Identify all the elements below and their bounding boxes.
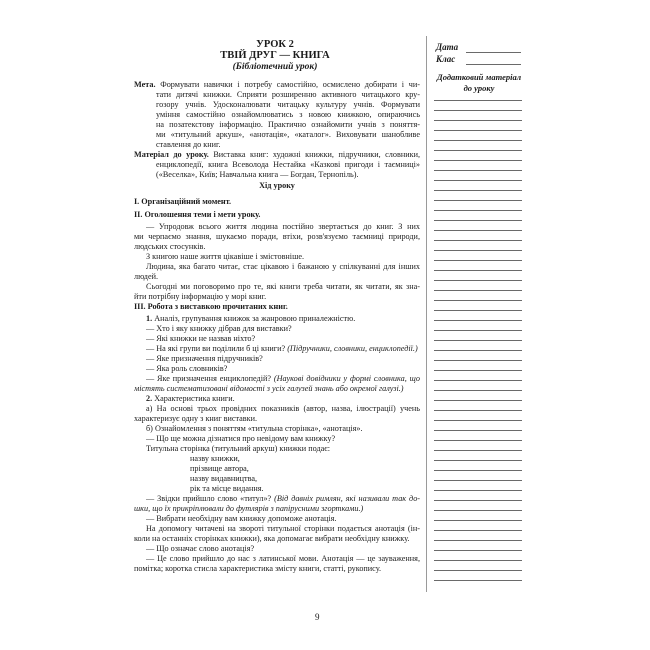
question-6-answer-cont: містять систематизовані відомості з усіх галузей знань або окремої галузі.)	[134, 384, 404, 393]
section-1-heading: І. Організаційний момент.	[134, 197, 232, 206]
note-line	[434, 110, 522, 111]
note-line	[434, 290, 522, 291]
item-1-text: Аналіз, групування книжок за жанровою приналежністю.	[154, 314, 356, 323]
answer-line-2: помітка; коротка стисла характеристика змісту книги, статті, рукопису.	[134, 564, 382, 573]
intro-line-7: Сьогодні ми поговоримо про те, які книги треба читати, як читати, як зна-	[146, 282, 420, 291]
material-line-1	[134, 150, 420, 160]
intro-line-6: людей.	[134, 272, 159, 281]
note-line	[434, 270, 522, 271]
note-line	[434, 370, 522, 371]
note-line	[434, 140, 522, 141]
lesson-course-heading: Хід уроку	[259, 181, 295, 190]
question-6	[146, 374, 420, 384]
title-page-item-4: рік та місце видання.	[190, 484, 264, 493]
extra-material-label: Додатковий матеріал до уроку	[436, 72, 522, 93]
question-8-text: — Звідки прийшло слово «титул»?	[146, 494, 272, 503]
point-a-line-1: а) На основі трьох провідних показників (автор, назва, ілюстрації) учень	[146, 404, 420, 413]
title-page-item-2: прізвище автора,	[190, 464, 249, 473]
date-line	[466, 52, 521, 53]
question-3	[146, 344, 430, 354]
note-line	[434, 520, 522, 521]
note-line	[434, 530, 522, 531]
item-2	[146, 394, 432, 404]
note-line	[434, 400, 522, 401]
material-line-3: («Веселка», Київ; Навчальна книга — Богдан, Тернопіль).	[156, 170, 359, 179]
intro-line-8: йти потрібну інформацію у морі книг.	[134, 292, 267, 301]
title-page-item-1: назву книжки,	[190, 454, 240, 463]
title-page-line: Титульна сторінка (титульний аркуш) книжки подає:	[146, 444, 331, 453]
answer-line-1: — Це слово прийшло до нас з латинської мови. Анотація — це зауваження,	[146, 554, 420, 563]
note-line	[434, 350, 522, 351]
goal-line-2: тати дитячі книжки. Сприяти розширенню активного читацького кру-	[156, 90, 420, 99]
note-line	[434, 330, 522, 331]
note-line	[434, 500, 522, 501]
question-3-answer: (Підручники, словники, енциклопедії.)	[287, 344, 418, 353]
question-6-answer: (Наукові довідники у формі словника, що	[273, 374, 420, 383]
question-2: — Які книжки не назвав ніхто?	[146, 334, 256, 343]
intro-line-5: Людина, яка багато читає, стає цікавою і бажаною у спілкуванні для інших	[146, 262, 420, 271]
question-8-answer: (Від давніх римлян, які називали так до-	[274, 494, 420, 503]
note-line	[434, 240, 522, 241]
note-line	[434, 430, 522, 431]
note-line	[434, 540, 522, 541]
note-line	[434, 210, 522, 211]
annotation-line-2: коли на останніх сторінках книжки), яка допомагає вибрати необхідну книжку.	[134, 534, 410, 543]
note-line	[434, 550, 522, 551]
goal-line-7: ставлення до книг.	[156, 140, 221, 149]
note-line	[434, 130, 522, 131]
choose-book-line: — Вибрати необхідну вам книжку допоможе анотація.	[146, 514, 337, 523]
note-line	[434, 120, 522, 121]
note-line	[434, 390, 522, 391]
note-line	[434, 440, 522, 441]
question-5: — Яка роль словників?	[146, 364, 228, 373]
goal-line-4: уміння самостійно ознайомлюватись з новою книжкою, опираючись	[156, 110, 420, 119]
note-line	[434, 340, 522, 341]
intro-line-2: ми черпаємо знання, шукаємо поради, втіхи, розв'язуємо таємниці природи,	[134, 232, 420, 241]
note-line	[434, 160, 522, 161]
note-line	[434, 560, 522, 561]
note-line	[434, 250, 522, 251]
title-page-item-3: назву видавництва,	[190, 474, 258, 483]
question-9: — Що означає слово анотація?	[146, 544, 255, 553]
note-line	[434, 320, 522, 321]
goal-line-5: на позатекстову інформацію. Практично ознайомити учнів з поняття-	[156, 120, 420, 129]
question-6-text: — Яке призначення енциклопедій?	[146, 374, 271, 383]
note-line	[434, 190, 522, 191]
question-4: — Яке призначення підручників?	[146, 354, 263, 363]
goal-line-6: ми «титульний аркуш», «анотація», «каталог». Виховувати шанобливе	[156, 130, 420, 139]
note-line	[434, 300, 522, 301]
point-a-line-2: характеризує одну з книг виставки.	[134, 414, 258, 423]
note-line	[434, 150, 522, 151]
note-line	[434, 450, 522, 451]
question-1: — Хто і яку книжку дібрав для виставки?	[146, 324, 292, 333]
intro-line-1: — Упродовж всього життя людина постійно звертається до книг. З них	[146, 222, 420, 231]
item-1	[146, 314, 432, 324]
material-text: Виставка книг: художні книжки, підручники, словники,	[213, 150, 420, 159]
section-3-heading: ІІІ. Робота з виставкою прочитаних книг.	[134, 302, 288, 311]
material-line-2: енциклопедії, книга Всеволода Нестайка «Казкові пригоди і таємниці»	[156, 160, 420, 169]
note-line	[434, 360, 522, 361]
note-line	[434, 170, 522, 171]
question-3-text: — На які групи ви поділили б ці книги?	[146, 344, 286, 353]
goal-text: Формувати навички і потребу самостійно, осмислено добирати і чи-	[160, 80, 420, 89]
note-line	[434, 280, 522, 281]
lesson-number: УРОК 2	[256, 39, 294, 50]
note-line	[434, 100, 522, 101]
note-line	[434, 230, 522, 231]
note-line	[434, 410, 522, 411]
class-line	[466, 64, 521, 65]
point-b-line: б) Ознайомлення з поняттям «титульна сторінка», «анотація».	[146, 424, 363, 433]
goal-label: Мета.	[134, 80, 156, 89]
goal-line-3: гозору учнів. Удосконалювати читацьку культуру учнів. Формувати	[156, 100, 420, 109]
page-number: 9	[315, 612, 320, 622]
question-8-answer-cont: шки, що їх прикріплювали до футлярів з папірусними згортками.)	[134, 504, 364, 513]
material-label: Матеріал до уроку.	[134, 150, 209, 159]
item-2-number: 2.	[146, 394, 153, 403]
lesson-type: (Бібліотечний урок)	[232, 62, 318, 72]
question-8	[146, 494, 420, 504]
date-label: Дата	[436, 42, 459, 52]
class-label: Клас	[436, 54, 456, 64]
note-line	[434, 260, 522, 261]
note-line	[434, 380, 522, 381]
goal-line-1	[134, 80, 420, 90]
item-1-number: 1.	[146, 314, 153, 323]
intro-line-4: З книгою наше життя цікавіше і змістовніше.	[146, 252, 305, 261]
lesson-title: ТВІЙ ДРУГ — КНИГА	[220, 50, 330, 61]
note-line	[434, 180, 522, 181]
note-line	[434, 200, 522, 201]
annotation-line-1: На допомогу читачеві на звороті титульної сторінки подається анотація (ін-	[146, 524, 420, 533]
note-line	[434, 510, 522, 511]
intro-line-3: людських стосунків.	[134, 242, 206, 251]
note-line	[434, 420, 522, 421]
note-line	[434, 570, 522, 571]
section-2-heading: ІІ. Оголошення теми і мети уроку.	[134, 210, 261, 219]
note-line	[434, 580, 522, 581]
note-line	[434, 220, 522, 221]
note-line	[434, 310, 522, 311]
item-2-text: Характеристика книги.	[154, 394, 235, 403]
question-7: — Що ще можна дізнатися про невідому вам книжку?	[146, 434, 336, 443]
